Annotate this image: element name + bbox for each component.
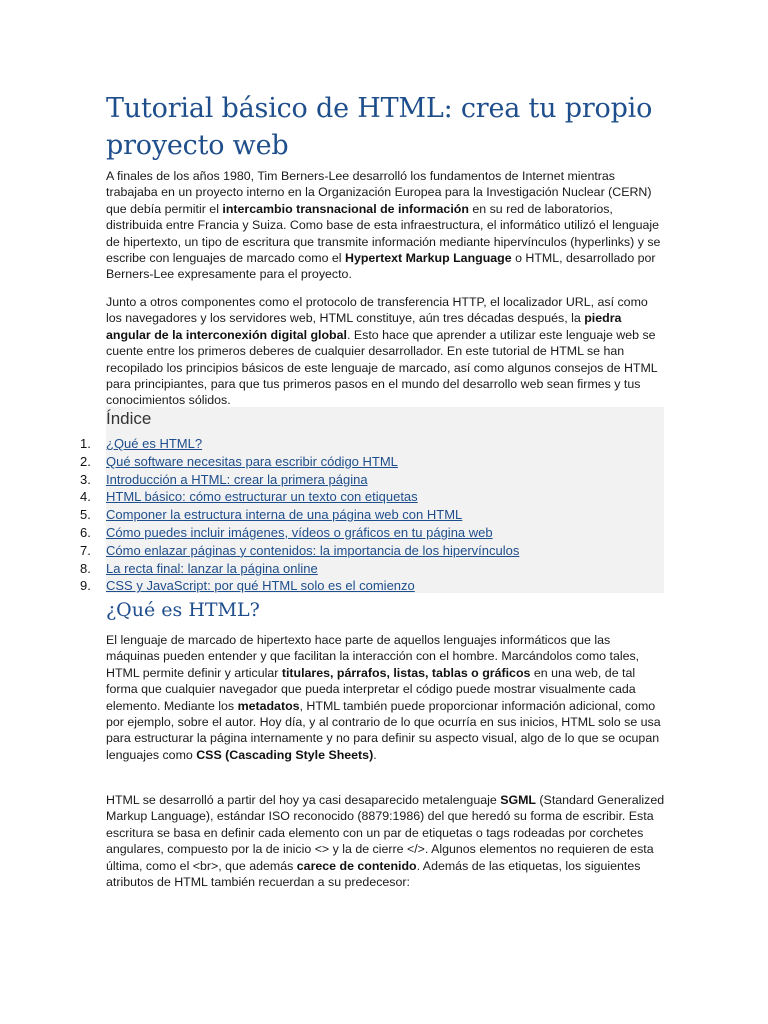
toc-number: 8. [80, 560, 91, 576]
table-of-contents [80, 407, 664, 594]
toc-item [80, 506, 519, 524]
toc-link-que-es-html[interactable]: ¿Qué es HTML? [106, 436, 203, 451]
toc-item [80, 471, 519, 489]
toc-link-css-javascript[interactable]: CSS y JavaScript: por qué HTML solo es el comienzo [106, 578, 415, 594]
toc-link-hipervinculos[interactable]: Cómo enlazar páginas y contenidos: la importancia de los hipervínculos [106, 542, 520, 558]
text-run: Junto a otros componentes como el protocolo de transferencia HTTP, el localizador URL, así como los navegadores y los servidores web, HTML constituye, aún tres décadas después, la [106, 295, 648, 326]
text-run: . Además de las etiquetas, los siguientes atributos de HTML también recuerdan a su predecesor: [106, 858, 641, 890]
toc-number: 9. [80, 578, 91, 594]
toc-link-software[interactable]: Qué software necesitas para escribir código HTML [106, 453, 398, 469]
toc-item [80, 435, 519, 453]
text-run: (Standard Generalized Markup Language), estándar ISO reconocido (8879:1986) del que heredó su forma de escribir. Esta escritura se basa en definir cada elemento con un par de etiquetas o tags rodeadas por corchetes angulares, compuesto por la de inicio <> y la de cierre </>. Algunos elementos no requieren de esta última, como el <br>, que además [106, 793, 665, 873]
bold-text: metadatos [237, 698, 300, 713]
toc-number: 4. [80, 489, 91, 505]
toc-heading: Índice [106, 409, 152, 428]
bold-text: SGML [500, 793, 536, 807]
text-run: en una web, de tal forma que cualquier navegador que pueda interpretar el código puede mostrar visualmente cada elemento. Mediante los [106, 665, 636, 713]
toc-link-estructura[interactable]: Componer la estructura interna de una página web con HTML [106, 507, 463, 523]
toc-list [80, 435, 520, 595]
text-run: . [373, 747, 377, 762]
bold-text: Hypertext Markup Language [345, 251, 512, 266]
toc-item [80, 577, 519, 595]
intro-paragraph-1 [106, 168, 666, 283]
toc-number: 5. [80, 507, 91, 523]
bold-text: intercambio transnacional de información [222, 201, 469, 216]
toc-link-html-basico[interactable]: HTML básico: cómo estructurar un texto con etiquetas [106, 489, 418, 505]
toc-number: 3. [80, 471, 91, 487]
toc-link-introduccion[interactable]: Introducción a HTML: crear la primera página [106, 471, 368, 487]
section-heading-que-es-html: ¿Qué es HTML? [106, 599, 260, 621]
text-run: o HTML, desarrollado por Berners-Lee expresamente para el proyecto. [106, 251, 656, 282]
section-paragraph-2 [106, 792, 666, 890]
bold-text: CSS (Cascading Style Sheets) [196, 747, 374, 762]
bold-text: carece de contenido [296, 858, 417, 873]
toc-number: 6. [80, 524, 91, 540]
bold-text: piedra angular de la interconexión digital global [106, 311, 622, 342]
section-paragraph-1 [106, 632, 666, 763]
toc-link-imagenes[interactable]: Cómo puedes incluir imágenes, vídeos o gráficos en tu página web [106, 524, 493, 540]
toc-number: 2. [80, 453, 91, 469]
toc-item [80, 453, 519, 471]
text-run: El lenguaje de marcado de hipertexto hace parte de aquellos lenguajes informáticos que las máquinas pueden entender y que facilitan la interacción con el hombre. Marcándolos como tales, HTML permite definir y articular [106, 633, 640, 680]
toc-item [80, 524, 519, 542]
intro-paragraph-2 [106, 294, 666, 409]
text-run: A finales de los años 1980, Tim Berners-Lee desarrolló los fundamentos de Internet mientras trabajaba en un proyecto interno en la Organización Europea para la Investigación Nuclear (CERN) que debía permitir el [106, 169, 652, 216]
toc-item [80, 488, 519, 506]
text-run: HTML se desarrolló a partir del hoy ya casi desaparecido metalenguaje [106, 793, 501, 807]
text-run: , HTML también puede proporcionar información adicional, como por ejemplo, sobre el autor. Hoy día, y al contrario de lo que ocurría en sus inicios, HTML solo se usa para estructurar la página internamente y no para definir su aspecto visual, algo de lo que se ocupan lenguajes como [106, 698, 661, 762]
text-run: . Esto hace que aprender a utilizar este lenguaje web se cuente entre los primeros deberes de cualquier desarrollador. En este tutorial de HTML se han recopilado los principios básicos de este lenguaje de marcado, así como algunos consejos de HTML para principiantes, para que tus primeros pasos en el mundo del desarrollo web sean firmes y tus conocimientos sólidos. [106, 327, 658, 408]
toc-link-recta-final[interactable]: La recta final: lanzar la página online [106, 560, 318, 576]
toc-item [80, 560, 519, 578]
page-title: Tutorial básico de HTML: crea tu propio proyecto web [106, 93, 653, 161]
text-run: en su red de laboratorios, distribuida entre Francia y Suiza. Como base de esta infraestructura, el informático utilizó el lenguaje de hipertexto, un tipo de escritura que transmite información mediante hipervínculos (hyperlinks) y se escribe con lenguajes de marcado como el [106, 201, 661, 266]
toc-number: 7. [80, 542, 91, 558]
toc-item [80, 542, 520, 560]
bold-text: titulares, párrafos, listas, tablas o gráficos [281, 665, 531, 680]
toc-number: 1. [80, 436, 91, 451]
